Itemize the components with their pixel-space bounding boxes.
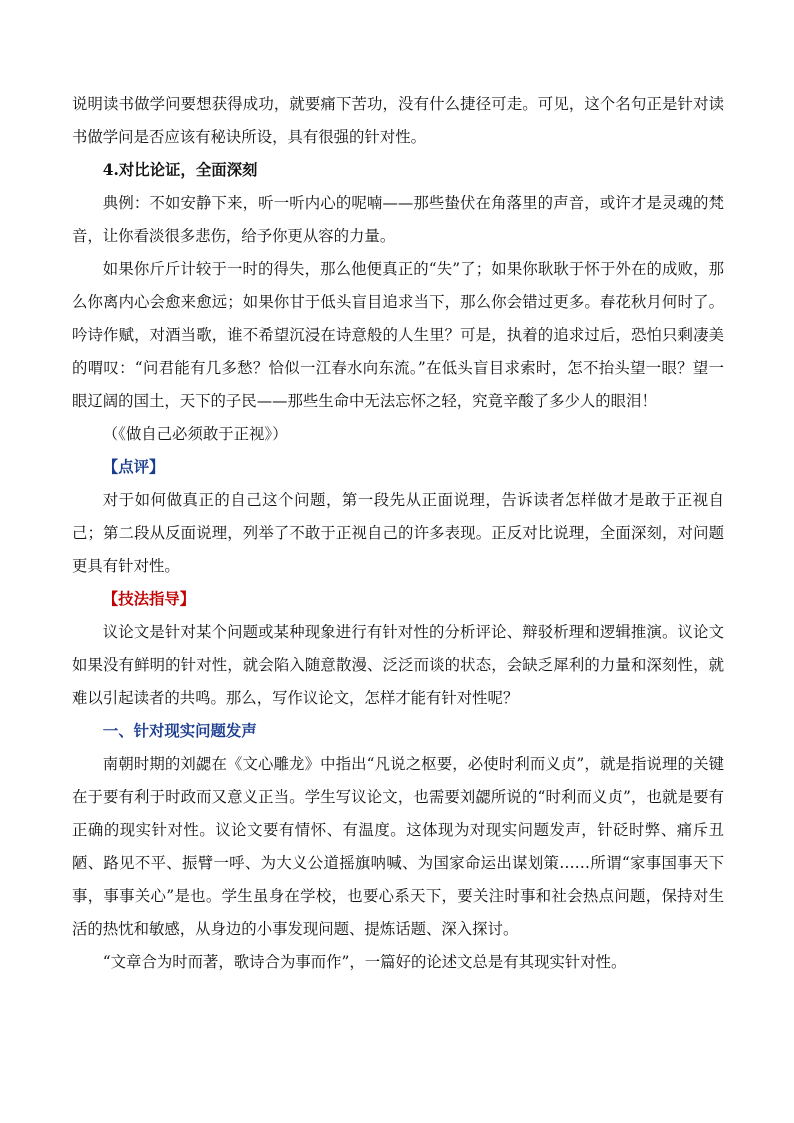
- document-body: [72, 88, 724, 979]
- comment-label: 【点评】: [102, 458, 165, 476]
- paragraph-quote-conclusion: “文章合为时而著，歌诗合为事而作”，一篇好的论述文总是有其现实针对性。: [102, 953, 627, 971]
- paragraph-example-body: 如果你斤斤计较于一时的得失，那么他便真正的“失”了；如果你耿耿于怀于外在的成败，那么你离内心会愈来愈远；如果你甘于低头盲目追求当下，那么你会错过更多。春花秋月何时了。吟诗作赋，对酒当歌，谁不希望沉浸在诗意般的人生里？可是，执着的追求过后，恐怕只剩凄美的喟叹：“问君能有几多愁？恰似一江春水向东流。”在低头盲目求索时，怎不抬头望一眼？望一眼辽阔的国土，天下的子民——那些生命中无法忘怀之轻，究竟辛酸了多少人的眼泪！: [72, 260, 724, 410]
- paragraph-liuxie: 南朝时期的刘勰在《文心雕龙》中指出“凡说之枢要，必使时利而义贞”，就是指说理的关键在于要有利于时政而又意义正当。学生写议论文，也需要刘勰所说的“时利而义贞”，也就是要有正确的现实针对性。议论文要有情怀、有温度。这体现为对现实问题发声，针砭时弊、痛斥丑陋、路见不平、振臂一呼、为大义公道摇旗呐喊、为国家命运出谋划策……所谓“家事国事天下事，事事关心”是也。学生虽身在学校，也要心系天下，要关注时事和社会热点问题，保持对生活的热忱和敏感，从身边的小事发现问题、提炼话题、深入探讨。: [72, 755, 724, 938]
- heading-contrast-argument: 4.对比论证，全面深刻: [102, 161, 258, 179]
- example-source: （《做自己必须敢于正视》）: [102, 425, 288, 443]
- paragraph-comment: 对于如何做真正的自己这个问题，第一段先从正面说理，告诉读者怎样做才是敢于正视自己；第二段从反面说理，列举了不敢于正视自己的许多表现。正反对比说理，全面深刻，对问题更具有针对性。: [72, 491, 724, 575]
- paragraph-guide: 议论文是针对某个问题或某种现象进行有针对性的分析评论、辩驳析理和逻辑推演。议论文如果没有鲜明的针对性，就会陷入随意散漫、泛泛而谈的状态，会缺乏犀利的力量和深刻性，就难以引起读者的共鸣。那么，写作议论文，怎样才能有针对性呢？: [72, 623, 724, 707]
- paragraph-reading-conclusion: 说明读书做学问要想获得成功，就要痛下苦功，没有什么捷径可走。可见，这个名句正是针对读书做学问是否应该有秘诀所设，具有很强的针对性。: [72, 95, 724, 146]
- guide-label: 【技法指导】: [102, 590, 196, 608]
- section-heading-reality: 一、针对现实问题发声: [102, 722, 257, 740]
- paragraph-example-intro: 典例：不如安静下来，听一听内心的呢喃——那些蛰伏在角落里的声音，或许才是灵魂的梵音，让你看淡很多悲伤，给予你更从容的力量。: [72, 194, 724, 245]
